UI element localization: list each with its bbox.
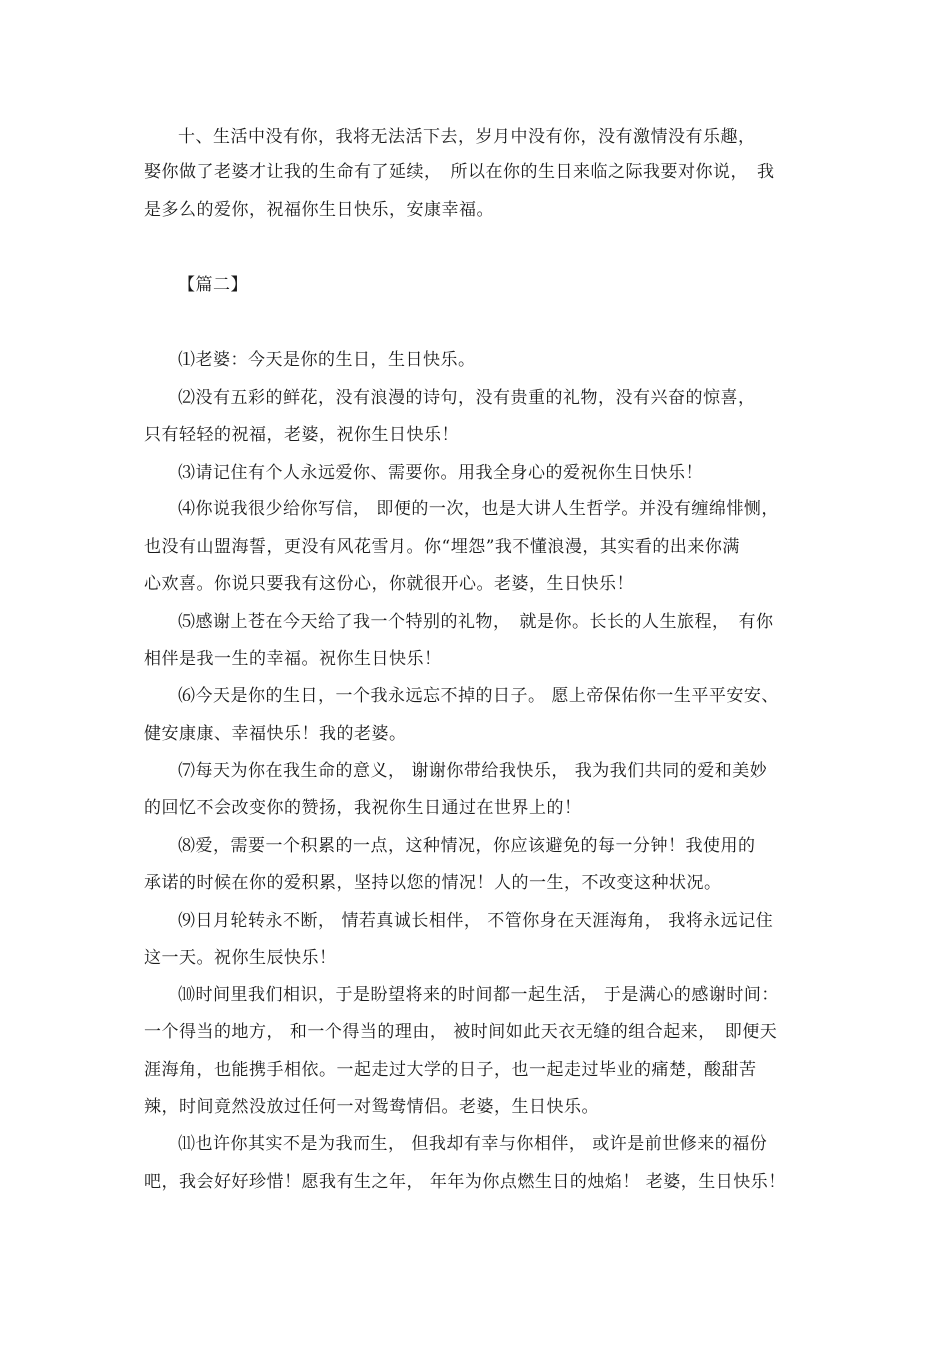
text-line: 一个得当的地方， 和一个得当的理由， 被时间如此天衣无缝的组合起来， 即便天 (144, 1022, 778, 1042)
text-line: ⑴老婆：今天是你的生日，生日快乐。 (178, 350, 476, 370)
text-line: 十、生活中没有你，我将无法活下去，岁月中没有你，没有激情没有乐趣， (178, 127, 756, 147)
text-line: ⑼日月轮转永不断， 情若真诚长相伴， 不管你身在天涯海角， 我将永远记住 (178, 911, 774, 931)
text-line: 涯海角，也能携手相依。一起走过大学的日子，也一起走过毕业的痛楚，酸甜苦 (144, 1060, 757, 1080)
text-line: 娶你做了老婆才让我的生命有了延续， 所以在你的生日来临之际我要对你说， 我 (144, 162, 775, 182)
text-line: 健安康康、幸福快乐！我的老婆。 (144, 724, 407, 744)
text-line: ⑸感谢上苍在今天给了我一个特别的礼物， 就是你。长长的人生旅程， 有你 (178, 612, 774, 632)
text-line: 心欢喜。你说只要我有这份心，你就很开心。老婆，生日快乐！ (144, 574, 634, 594)
text-line: 承诺的时候在你的爱积累，坚持以您的情况！人的一生，不改变这种状况。 (144, 873, 722, 893)
text-line: 的回忆不会改变你的赞扬，我祝你生日通过在世界上的！ (144, 798, 582, 818)
text-line: ⑽时间里我们相识，于是盼望将来的时间都一起生活， 于是满心的感谢时间： (178, 985, 779, 1005)
text-line: ⑻爱，需要一个积累的一点，这种情况，你应该避免的每一分钟！我使用的 (178, 836, 756, 856)
text-line: ⑺每天为你在我生命的意义， 谢谢你带给我快乐， 我为我们共同的爱和美妙 (178, 761, 768, 781)
text-line: 相伴是我一生的幸福。祝你生日快乐！ (144, 649, 442, 669)
text-line: ⑶请记住有个人永远爱你、需要你。用我全身心的爱祝你生日快乐！ (178, 463, 703, 483)
text-line: 只有轻轻的祝福，老婆，祝你生日快乐！ (144, 425, 459, 445)
text-line: ⑵没有五彩的鲜花，没有浪漫的诗句，没有贵重的礼物，没有兴奋的惊喜， (178, 388, 756, 408)
text-line: 是多么的爱你，祝福你生日快乐，安康幸福。 (144, 200, 494, 220)
text-line: 也没有山盟海誓，更没有风花雪月。你“埋怨”我不懂浪漫，其实看的出来你满 (144, 537, 740, 557)
text-line: 辣，时间竟然没放过任何一对鸳鸯情侣。老婆，生日快乐。 (144, 1097, 599, 1117)
text-line: ⑷你说我很少给你写信， 即便的一次，也是大讲人生哲学。并没有缠绵悱恻， (178, 499, 779, 519)
text-line: ⑾也许你其实不是为我而生， 但我却有幸与你相伴， 或许是前世修来的福份 (178, 1134, 768, 1154)
text-line: ⑹今天是你的生日，一个我永远忘不掉的日子。 愿上帝保佑你一生平平安安、 (178, 686, 779, 706)
text-line: 这一天。祝你生辰快乐！ (144, 948, 337, 968)
section-heading: 【篇二】 (178, 275, 248, 295)
text-line: 吧，我会好好珍惜！愿我有生之年， 年年为你点燃生日的烛焰！ 老婆，生日快乐！ (144, 1172, 786, 1192)
